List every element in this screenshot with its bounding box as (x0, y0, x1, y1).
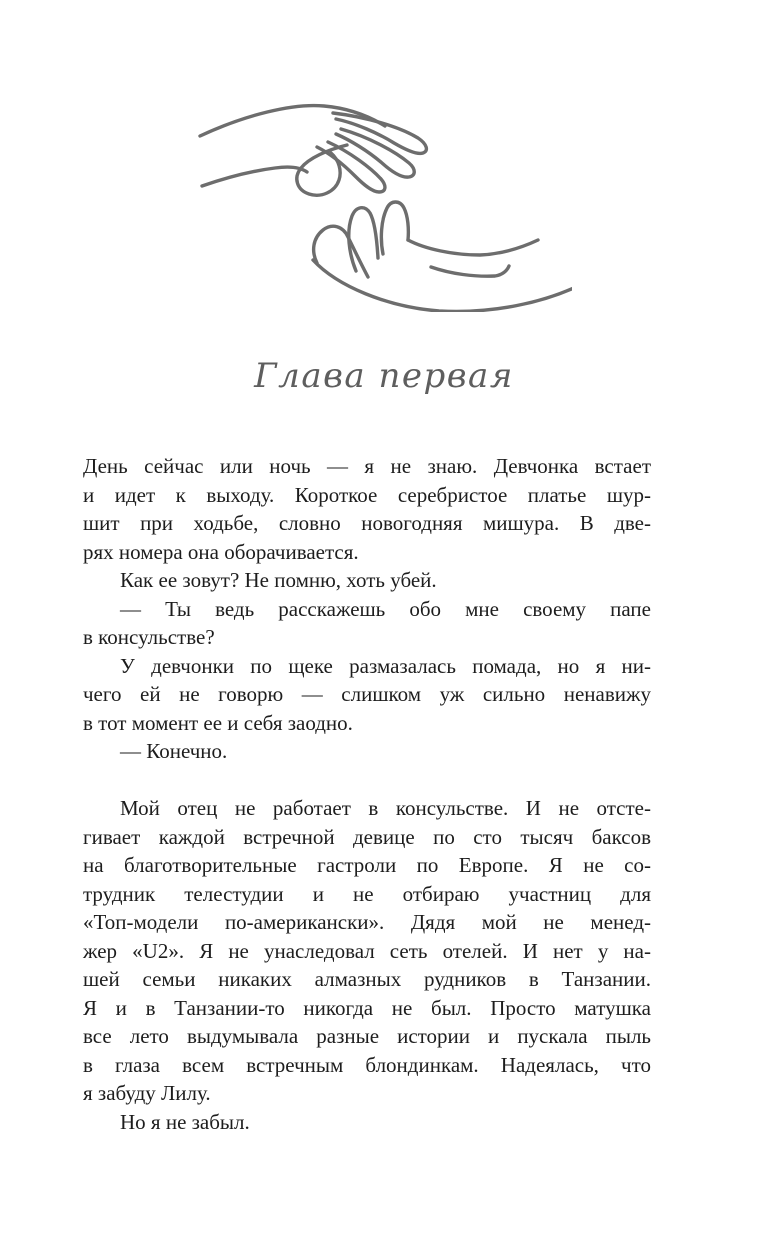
text-line: Но я не забыл. (120, 1109, 250, 1134)
text-line: шей семьи никаких алмазных рудников в Танзании. (83, 967, 651, 991)
text-line: У девчонки по щеке размазалась помада, но я ни- (120, 653, 651, 678)
paragraph (83, 566, 651, 595)
lower-hand (313, 202, 572, 311)
text-line: — Ты ведь расскажешь обо мне своему папе (120, 596, 651, 621)
upper-hand (200, 106, 426, 196)
text-line: День сейчас или ночь — я не знаю. Девчонка встает (83, 454, 651, 478)
two-hands-line-art-icon (197, 100, 572, 312)
text-line: в глаза всем встречным блондинкам. Надеялась, что (83, 1052, 651, 1077)
paragraph (83, 737, 651, 766)
text-line: жер «U2». Я не унаследовал сеть отелей. И нет у на- (83, 938, 651, 963)
paragraph (83, 452, 651, 566)
text-line: я забуду Лилу. (83, 1081, 211, 1105)
text-line: на благотворительные гастроли по Европе. Я не со- (83, 853, 651, 877)
text-line: все лето выдумывала разные истории и пускала пыль (83, 1024, 651, 1048)
text-line: — Конечно. (120, 739, 228, 763)
chapter-title: Глава первая (254, 356, 514, 396)
text-line: Мой отец не работает в консульстве. И не отсте- (120, 796, 651, 820)
text-line: трудник телестудии и не отбираю участниц для (83, 881, 651, 906)
text-line: шит при ходьбе, словно новогодняя мишура. В две- (83, 511, 651, 535)
text-line: Я и в Танзании-то никогда не был. Просто матушка (83, 995, 651, 1020)
paragraph (83, 794, 651, 1108)
text-line: в консульстве? (83, 625, 215, 649)
paragraph (83, 652, 651, 738)
text-line: Как ее зовут? Не помню, хоть убей. (120, 568, 437, 592)
hands-illustration (197, 100, 572, 312)
text-line: и идет к выходу. Короткое серебристое платье шур- (83, 482, 651, 507)
paragraph (83, 1108, 651, 1137)
text-line: гивает каждой встречной девице по сто тысяч баксов (83, 824, 651, 849)
text-line: чего ей не говорю — слишком уж сильно ненавижу (83, 682, 651, 706)
text-line: рях номера она оборачивается. (83, 539, 359, 564)
text-line: «Топ-модели по-американски». Дядя мой не менед- (83, 910, 651, 934)
text-line: в тот момент ее и себя заодно. (83, 710, 353, 735)
paragraph (83, 595, 651, 652)
body-text (83, 452, 651, 1136)
